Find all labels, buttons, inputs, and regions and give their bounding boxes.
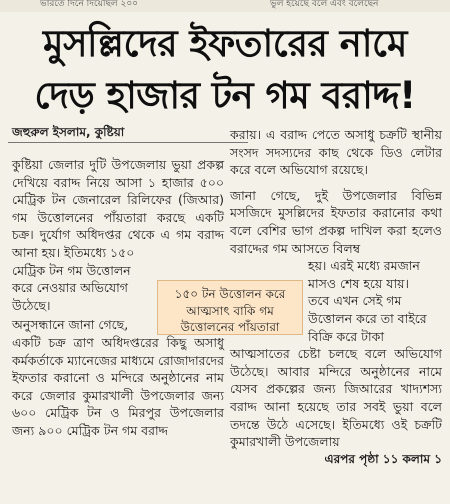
right-para-2d: তবে এখন সেই গম <box>308 293 402 309</box>
headline-line-1: মুসল্লিদের ইফতারের নামে <box>43 22 407 65</box>
right-para-2b: হয়। এরই মধ্যে রমজান <box>308 258 420 274</box>
clipped-text-left: ভারতে দিনে দিয়েছিল ২০০ <box>40 0 139 9</box>
right-para-2c: মাসও শেষ হয়ে যায়। <box>308 275 409 291</box>
left-para-2a: অনুসন্ধানে জানা গেছে, <box>12 317 129 333</box>
left-para-1: কুষ্টিয়া জেলার দুটি উপজেলায় ভুয়া প্রকল্প দেখিয়ে বরাদ্দ নিয়ে আসা ১ হাজার ৫০০ মেট্রিক টন জেনারেল রিলিফের (জিআর) গম উত্তোলনের পাঁয়তারা করছে একটি চক্র। দুর্যোগ অধিদপ্তর থেকে এ গম বরাদ্দ আনা হয়। ইতিমধ্যে ১৫০ <box>12 157 224 260</box>
left-para-1c: করে নেওয়ার অভিযোগ <box>12 280 128 296</box>
left-para-2b: একটি চক্র ত্রাণ অধিদপ্তরের কিছু অসাধু কর্মকর্তাকে ম্যানেজের মাধ্যমে রোজাদারদের ইফতার করানো ও মন্দিরে অনুষ্ঠানের নাম করে জেলার কুমারখালী উপজেলার জন্য ৬০০ মেট্রিক টন ও মিরপুর উপজেলার জন্য ৯০০ মেট্রিক টন গম বরাদ্দ <box>12 334 224 438</box>
right-para-2g: আত্মসাতের চেষ্টা চলছে বলে অভিযোগ উঠেছে। আবার মন্দিরে অনুষ্ঠানের নামে যেসব প্রকল্পের জন্য জিআরের খাদ্যশস্য বরাদ্দ আনা হয়েছে তার সবই ভুয়া বলে তদন্তে উঠে এসেছে। ইতিমধ্যে ওই চক্রটি কুমারখালী উপজেলায় <box>230 346 442 450</box>
pull-quote: ১৫০ টন উত্তোলন করে আত্মসাৎ বাকি গম উত্তোলনের পাঁয়তারা <box>157 280 303 335</box>
clipped-text-right: ভুল হয়েছে বলে এবং বলেছেন <box>270 0 379 9</box>
byline: জহুরুল ইসলাম, কুষ্টিয়া <box>12 125 125 139</box>
left-para-1d: উঠেছে। <box>12 297 51 313</box>
headline <box>6 18 444 122</box>
byline-divider <box>8 142 248 143</box>
right-para-2f: বিক্রি করে টাকা <box>308 328 384 344</box>
right-para-1: করায়। এ বরাদ্দ পেতে অসাধু চক্রটি স্থানীয় সংসদ সদস্যদের কাছ থেকে ডিও লেটার করে বলে অভিযোগ রয়েছে। <box>230 127 442 178</box>
continued-on-page: এরপর পৃষ্ঠা ১১ কলাম ১ <box>324 451 442 466</box>
top-clipped-strip <box>0 0 450 12</box>
right-para-2e: উত্তোলন করে তা বাইরে <box>308 310 427 326</box>
headline-line-2: দেড় হাজার টন গম বরাদ্দ! <box>34 74 416 117</box>
left-para-1b: মেট্রিক টন গম উত্তোলন <box>12 262 131 278</box>
right-para-2a: জানা গেছে, দুই উপজেলার বিভিন্ন মসজিদে মুসল্লিদের ইফতার করানোর কথা বলে বেশির ভাগ প্রকল্প দাখিল করা হলেও বরাদ্দের গম আসতে বিলম্ব <box>230 187 442 256</box>
